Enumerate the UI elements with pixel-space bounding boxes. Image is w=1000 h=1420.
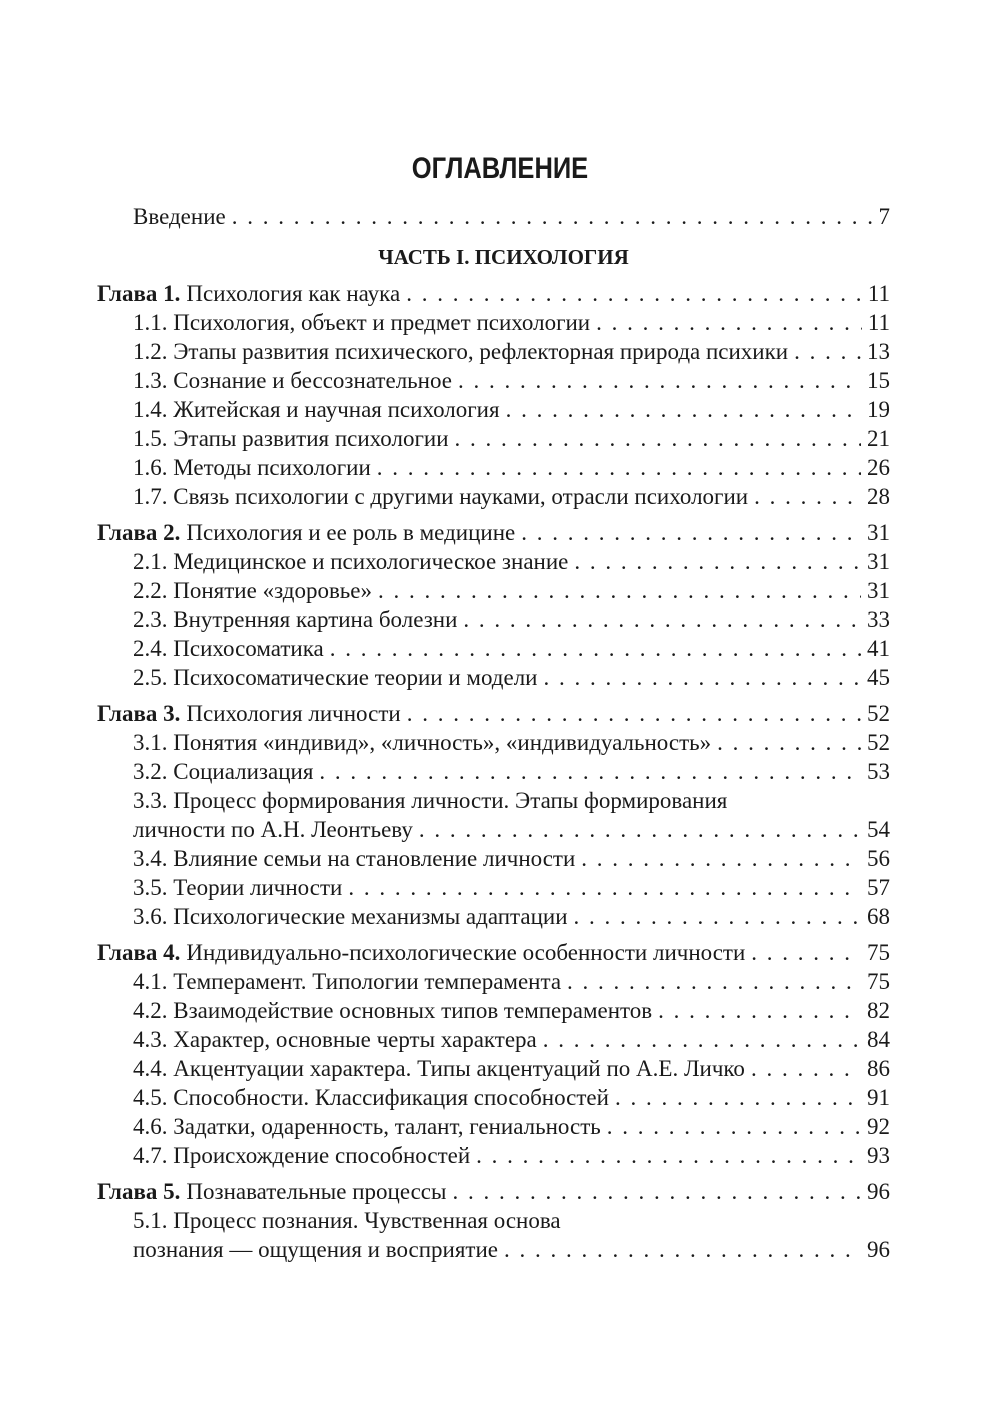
dot-leader	[406, 279, 862, 308]
page-number: 56	[867, 846, 890, 871]
toc-entry-section[interactable]	[97, 967, 890, 996]
page-number: 82	[867, 998, 890, 1023]
chapter-list	[97, 279, 890, 1264]
toc-entry-chapter[interactable]	[97, 938, 890, 967]
page-number: 31	[867, 520, 890, 545]
toc-entry-section[interactable]	[97, 576, 890, 605]
dot-leader	[407, 699, 861, 728]
toc-entry-section[interactable]	[97, 453, 890, 482]
entry-text: 1.4. Житейская и научная психология	[133, 397, 500, 422]
entry-text: 4.1. Темперамент. Типологии темперамента	[133, 969, 562, 994]
chapter-label: Глава 5.	[97, 1179, 181, 1204]
entry-text: 2.1. Медицинское и психологическое знание	[133, 549, 569, 574]
entry-text: 1.6. Методы психологии	[133, 455, 371, 480]
entry-text: 4.5. Способности. Классификация способностей	[133, 1085, 609, 1110]
dot-leader	[377, 453, 861, 482]
dot-leader	[455, 424, 861, 453]
toc-entry-section[interactable]	[97, 1112, 890, 1141]
toc-entry-section[interactable]	[97, 1235, 890, 1264]
dot-leader	[458, 366, 861, 395]
entry-text: 3.1. Понятия «индивид», «личность», «индивидуальность»	[133, 730, 712, 755]
page-title: ОГЛАВЛЕНИЕ	[411, 152, 589, 185]
entry-text: 3.3. Процесс формирования личности. Этапы формирования	[133, 788, 728, 813]
page-number: 75	[867, 969, 890, 994]
entry-text: Введение	[133, 204, 226, 229]
page-number: 11	[867, 281, 890, 306]
page-number: 52	[867, 730, 890, 755]
toc-entry-section[interactable]	[97, 902, 890, 931]
entry-text: личности по А.Н. Леонтьеву	[133, 817, 413, 842]
dot-leader	[319, 757, 861, 786]
entry-text: 4.4. Акцентуации характера. Типы акцентуаций по А.Е. Личко	[133, 1056, 745, 1081]
toc-entry-section[interactable]	[97, 424, 890, 453]
dot-leader	[751, 1054, 861, 1083]
toc-entry-chapter[interactable]	[97, 279, 890, 308]
toc-entry-section[interactable]	[97, 844, 890, 873]
dot-leader	[615, 1083, 861, 1112]
entry-text: 1.1. Психология, объект и предмет психологии	[133, 310, 591, 335]
toc-entry-section[interactable]	[97, 815, 890, 844]
toc-entry-section[interactable]	[97, 395, 890, 424]
dot-leader	[607, 1112, 861, 1141]
entry-text: 2.2. Понятие «здоровье»	[133, 578, 372, 603]
toc-entry-section[interactable]	[97, 786, 890, 815]
page-number: 96	[867, 1179, 890, 1204]
page-number: 31	[867, 549, 890, 574]
page-number: 41	[867, 636, 890, 661]
toc-entry-section[interactable]	[97, 873, 890, 902]
entry-text: 3.2. Социализация	[133, 759, 314, 784]
entry-text: Психология и ее роль в медицине	[186, 520, 516, 545]
toc-entry-section[interactable]	[97, 1141, 890, 1170]
toc-entry-section[interactable]	[97, 337, 890, 366]
entry-text: 4.2. Взаимодействие основных типов темпераментов	[133, 998, 653, 1023]
page-number: 13	[867, 339, 890, 364]
dot-leader	[378, 576, 861, 605]
page-number: 86	[867, 1056, 890, 1081]
page-number: 53	[867, 759, 890, 784]
page-number: 93	[867, 1143, 890, 1168]
page-number: 15	[867, 368, 890, 393]
dot-leader	[574, 902, 861, 931]
dot-leader	[543, 1025, 861, 1054]
page-number: 31	[867, 578, 890, 603]
entry-text: 3.6. Психологические механизмы адаптации	[133, 904, 568, 929]
page-number: 26	[867, 455, 890, 480]
chapter-label: Глава 4.	[97, 940, 181, 965]
page-number: 92	[867, 1114, 890, 1139]
dot-leader	[567, 967, 861, 996]
chapter-label: Глава 2.	[97, 520, 181, 545]
page-number: 54	[867, 817, 890, 842]
entry-text: 4.7. Происхождение способностей	[133, 1143, 471, 1168]
dot-leader	[754, 482, 861, 511]
chapter-label: Глава 1.	[97, 281, 181, 306]
dot-leader	[452, 1177, 861, 1206]
entry-text: 4.6. Задатки, одаренность, талант, гениальность	[133, 1114, 601, 1139]
entry-text: 1.2. Этапы развития психического, рефлекторная природа психики	[133, 339, 789, 364]
page-number: 11	[867, 310, 890, 335]
dot-leader	[751, 938, 861, 967]
page-number: 68	[867, 904, 890, 929]
page-number: 33	[867, 607, 890, 632]
toc-entry-section[interactable]	[97, 605, 890, 634]
toc-entry-section[interactable]	[97, 1206, 890, 1235]
page-number: 91	[867, 1085, 890, 1110]
dot-leader	[330, 634, 861, 663]
dot-leader	[794, 337, 861, 366]
entry-text: 4.3. Характер, основные черты характера	[133, 1027, 537, 1052]
page-number: 19	[867, 397, 890, 422]
dot-leader	[506, 395, 861, 424]
page-number: 28	[867, 484, 890, 509]
page-number: 75	[867, 940, 890, 965]
toc-entry-section[interactable]	[97, 663, 890, 692]
toc-entry-section[interactable]	[97, 308, 890, 337]
chapter-label: Глава 3.	[97, 701, 181, 726]
dot-leader	[581, 844, 861, 873]
toc-entry-section[interactable]	[97, 482, 890, 511]
toc-entry-section[interactable]	[97, 634, 890, 663]
dot-leader	[658, 996, 861, 1025]
dot-leader	[574, 547, 861, 576]
toc-entry-chapter[interactable]	[97, 1177, 890, 1206]
toc-entry-section[interactable]	[97, 757, 890, 786]
entry-text: 1.3. Сознание и бессознательное	[133, 368, 452, 393]
page-number: 96	[867, 1237, 890, 1262]
entry-text: 3.5. Теории личности	[133, 875, 343, 900]
dot-leader	[419, 815, 861, 844]
entry-text: 2.5. Психосоматические теории и модели	[133, 665, 538, 690]
toc-entry-section[interactable]	[97, 547, 890, 576]
page-number: 45	[867, 665, 890, 690]
toc-entry-section[interactable]	[97, 996, 890, 1025]
part-heading: ЧАСТЬ I. ПСИХОЛОГИЯ	[378, 245, 629, 269]
toc-entry-section[interactable]	[97, 1054, 890, 1083]
entry-text: Психология как наука	[186, 281, 401, 306]
dot-leader	[596, 308, 862, 337]
entry-text: 2.3. Внутренняя картина болезни	[133, 607, 458, 632]
entry-text: 2.4. Психосоматика	[133, 636, 324, 661]
entry-text: Психология личности	[186, 701, 401, 726]
toc-entry-section[interactable]	[97, 728, 890, 757]
dot-leader	[544, 663, 862, 692]
entry-text: 5.1. Процесс познания. Чувственная основа	[133, 1208, 561, 1233]
entry-text: 1.5. Этапы развития психологии	[133, 426, 449, 451]
page-number: 7	[878, 204, 890, 229]
table-of-contents	[97, 202, 890, 1264]
toc-entry-chapter[interactable]	[97, 699, 890, 728]
page-number: 21	[867, 426, 890, 451]
page-number: 52	[867, 701, 890, 726]
dot-leader	[504, 1235, 861, 1264]
entry-text: 1.7. Связь психологии с другими науками, отрасли психологии	[133, 484, 749, 509]
dot-leader	[521, 518, 861, 547]
dot-leader	[463, 605, 861, 634]
entry-text: 3.4. Влияние семьи на становление личности	[133, 846, 576, 871]
dot-leader	[717, 728, 861, 757]
dot-leader	[348, 873, 861, 902]
toc-entry-intro[interactable]	[133, 202, 890, 231]
toc-entry-chapter[interactable]	[97, 518, 890, 547]
dot-leader	[232, 202, 873, 231]
toc-entry-section[interactable]	[97, 1083, 890, 1112]
toc-entry-section[interactable]	[97, 1025, 890, 1054]
toc-entry-section[interactable]	[97, 366, 890, 395]
page-number: 84	[867, 1027, 890, 1052]
page-number: 57	[867, 875, 890, 900]
entry-text: Индивидуально-психологические особенности личности	[186, 940, 746, 965]
dot-leader	[476, 1141, 861, 1170]
entry-text: познания — ощущения и восприятие	[133, 1237, 498, 1262]
entry-text: Познавательные процессы	[186, 1179, 447, 1204]
